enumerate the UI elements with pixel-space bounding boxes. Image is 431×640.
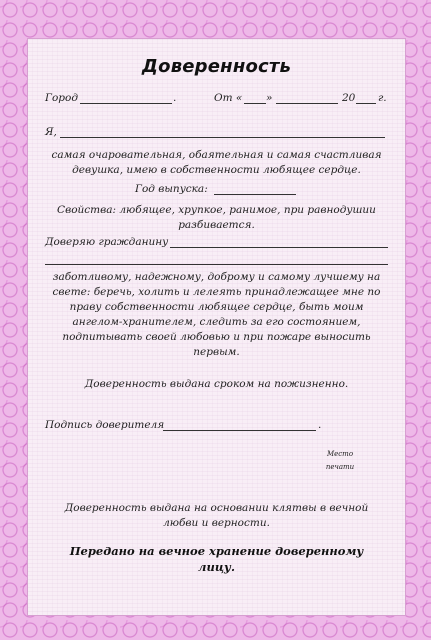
city-label: Город <box>45 92 78 104</box>
basis-line-2: любви и верности. <box>163 517 270 529</box>
body-line-1: заботливому, надежному, доброму и самому лучшему на <box>52 271 381 283</box>
i-label: Я, <box>45 126 57 138</box>
properties-line-2: разбивается. <box>178 219 255 231</box>
year-label: Год выпуска: <box>135 183 208 195</box>
term-text: Доверенность выдана сроком на пожизненно. <box>84 378 349 390</box>
properties-line-1: Свойства: любящее, хрупкое, ранимое, при равнодушии <box>57 204 376 216</box>
document-title: Доверенность <box>141 56 292 77</box>
date-from-label: От « <box>214 92 243 104</box>
date-year-prefix: 20 <box>342 92 356 104</box>
city-period: . <box>173 92 177 104</box>
trustee-field[interactable] <box>170 247 388 248</box>
date-month-field[interactable] <box>276 103 338 104</box>
city-field[interactable] <box>80 103 172 104</box>
trustee-field-2[interactable] <box>45 264 388 265</box>
name-field[interactable] <box>60 137 385 138</box>
body-line-2: свете: беречь, холить и лелеять принадлежащее мне по <box>52 286 381 298</box>
signature-label: Подпись доверителя <box>45 419 165 431</box>
description-line-2: девушка, имею в собственности любящее сердце. <box>72 164 361 176</box>
stamp-place-line-2: печати <box>325 463 355 471</box>
description-line-1: самая очаровательная, обаятельная и самая счастливая <box>51 149 382 161</box>
final-line-1: Передано на вечное хранение доверенному <box>69 544 364 558</box>
date-year-suffix: г. <box>378 92 387 104</box>
body-line-6: первым. <box>193 346 240 358</box>
trust-label: Доверяю гражданину <box>45 236 169 248</box>
signature-period: . <box>318 419 322 431</box>
basis-line-1: Доверенность выдана на основании клятвы в вечной <box>64 502 369 514</box>
body-line-3: праву собственности любящее сердце, быть моим <box>69 301 364 313</box>
signature-field[interactable] <box>163 430 316 431</box>
final-line-2: лицу. <box>198 560 235 574</box>
body-line-5: подпитывать своей любовью и при пожаре выносить <box>62 331 371 343</box>
date-quote-close: » <box>266 92 273 104</box>
year-field[interactable] <box>214 194 296 195</box>
stamp-place-line-1: Место <box>326 450 354 458</box>
date-day-field[interactable] <box>244 103 266 104</box>
date-year-field[interactable] <box>356 103 376 104</box>
body-line-4: ангелом-хранителем, следить за его состоянием, <box>72 316 361 328</box>
